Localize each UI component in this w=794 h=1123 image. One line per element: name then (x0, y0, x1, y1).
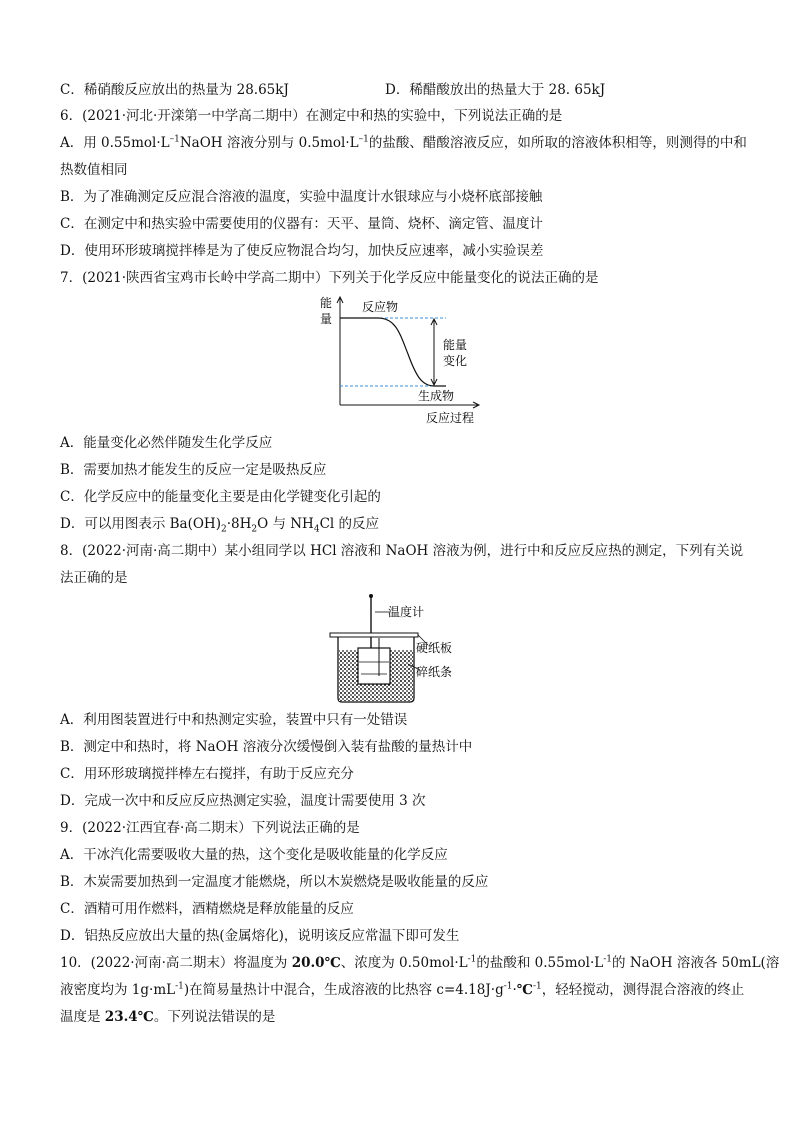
q10-stem-line3: 温度是 23.4℃。下列说法错误的是 (60, 1009, 276, 1025)
q8-stem-line1: 8．(2022·河南·高二期中）某小组同学以 HCl 溶液和 NaOH 溶液为例，进行中和反应反应热的测定，下列有关说 (60, 543, 744, 559)
y-axis-label-2: 量 (320, 312, 333, 326)
energy-diagram (310, 292, 490, 427)
q7-stem: 7．(2021·陕西省宝鸡市长岭中学高二期中）下列关于化学反应中能量变化的说法正确的是 (60, 270, 599, 286)
q8-option-c: C．用环形玻璃搅拌棒左右搅拌，有助于反应充分 (60, 766, 354, 782)
q9-option-c: C．酒精可用作燃料，酒精燃烧是释放能量的反应 (60, 901, 354, 917)
q8-stem-line2: 法正确的是 (60, 570, 128, 586)
q6-option-d: D．使用环形玻璃搅拌棒是为了使反应物混合均匀，加快反应速率，减小实验误差 (60, 243, 544, 259)
q7-option-c: C．化学反应中的能量变化主要是由化学键变化引起的 (60, 489, 381, 505)
thermometer-label: 温度计 (388, 605, 425, 619)
q9-option-b: B．木炭需要加热到一定温度才能燃烧，所以木炭燃烧是吸收能量的反应 (60, 874, 489, 890)
q9-option-a: A．干冰汽化需要吸收大量的热，这个变化是吸收能量的化学反应 (60, 847, 448, 863)
product-label: 生成物 (418, 389, 455, 403)
energy-change-label-2: 变化 (443, 354, 468, 368)
q6-option-b: B．为了准确测定反应混合溶液的温度，实验中温度计水银球应与小烧杯底部接触 (60, 189, 543, 205)
q6-stem: 6．(2021·河北·开滦第一中学高二期中）在测定中和热的实验中，下列说法正确的是 (60, 108, 563, 124)
q10-stem-line2: 液密度均为 $1g\cdot mL^{-1}$)在简易量热计中混合，生成溶液的比热容 $c=4.18J\cdot g^{-1}\cdot℃^{-1}$，轻轻搅动，测得混合溶液的终止 (60, 981, 745, 998)
q5-option-c: C．稀硝酸反应放出的热量为 28.65kJ (60, 82, 289, 98)
q5-option-d: D．稀醋酸放出的热量大于 28. 65kJ (385, 82, 606, 98)
reactant-label: 反应物 (362, 300, 399, 314)
q7-option-d: D．可以用图表示 $Ba(OH)_2\cdot 8H_2O$ 与 $NH_4Cl$ 的反应 (60, 516, 380, 535)
x-axis-label: 反应过程 (426, 411, 475, 425)
energy-change-label-1: 能量 (443, 338, 468, 352)
paper-scraps-label: 碎纸条 (416, 665, 453, 679)
q7-option-a: A．能量变化必然伴随发生化学反应 (60, 435, 273, 451)
q6-option-c: C．在测定中和热实验中需要使用的仪器有：天平、量筒、烧杯、滴定管、温度计 (60, 216, 543, 232)
q10-stem-line1: 10．(2022·河南·高二期末）将温度为 20.0℃、浓度为 $0.50mol\cdot L^{-1}$的盐酸和 $0.55mol\cdot L^{-1}$的 NaOH 溶液各 50mL(溶 (60, 954, 780, 971)
y-axis-label-1: 能 (320, 296, 333, 310)
cardboard-label: 硬纸板 (416, 641, 453, 655)
q8-option-b: B．测定中和热时，将 NaOH 溶液分次缓慢倒入装有盐酸的量热计中 (60, 739, 473, 755)
q8-option-a: A．利用图装置进行中和热测定实验，装置中只有一处错误 (60, 712, 408, 728)
q8-option-d: D．完成一次中和反应反应热测定实验，温度计需要使用 3 次 (60, 793, 426, 809)
q6-option-a-line2: 热数值相同 (60, 162, 128, 178)
q9-option-d: D．铝热反应放出大量的热(金属熔化)，说明该反应常温下即可发生 (60, 928, 460, 944)
q7-option-b: B．需要加热才能发生的反应一定是吸热反应 (60, 462, 327, 478)
q6-option-a-line1: A．用 $0.55mol\cdot L^{-1}NaOH$ 溶液分别与 $0.5mol\cdot L^{-1}$的盐酸、醋酸溶液反应，如所取的溶液体积相等，则测得的中和 (60, 134, 747, 151)
calorimeter-diagram (328, 592, 488, 704)
q9-stem: 9．(2022·江西宜春·高二期末）下列说法正确的是 (60, 820, 360, 836)
